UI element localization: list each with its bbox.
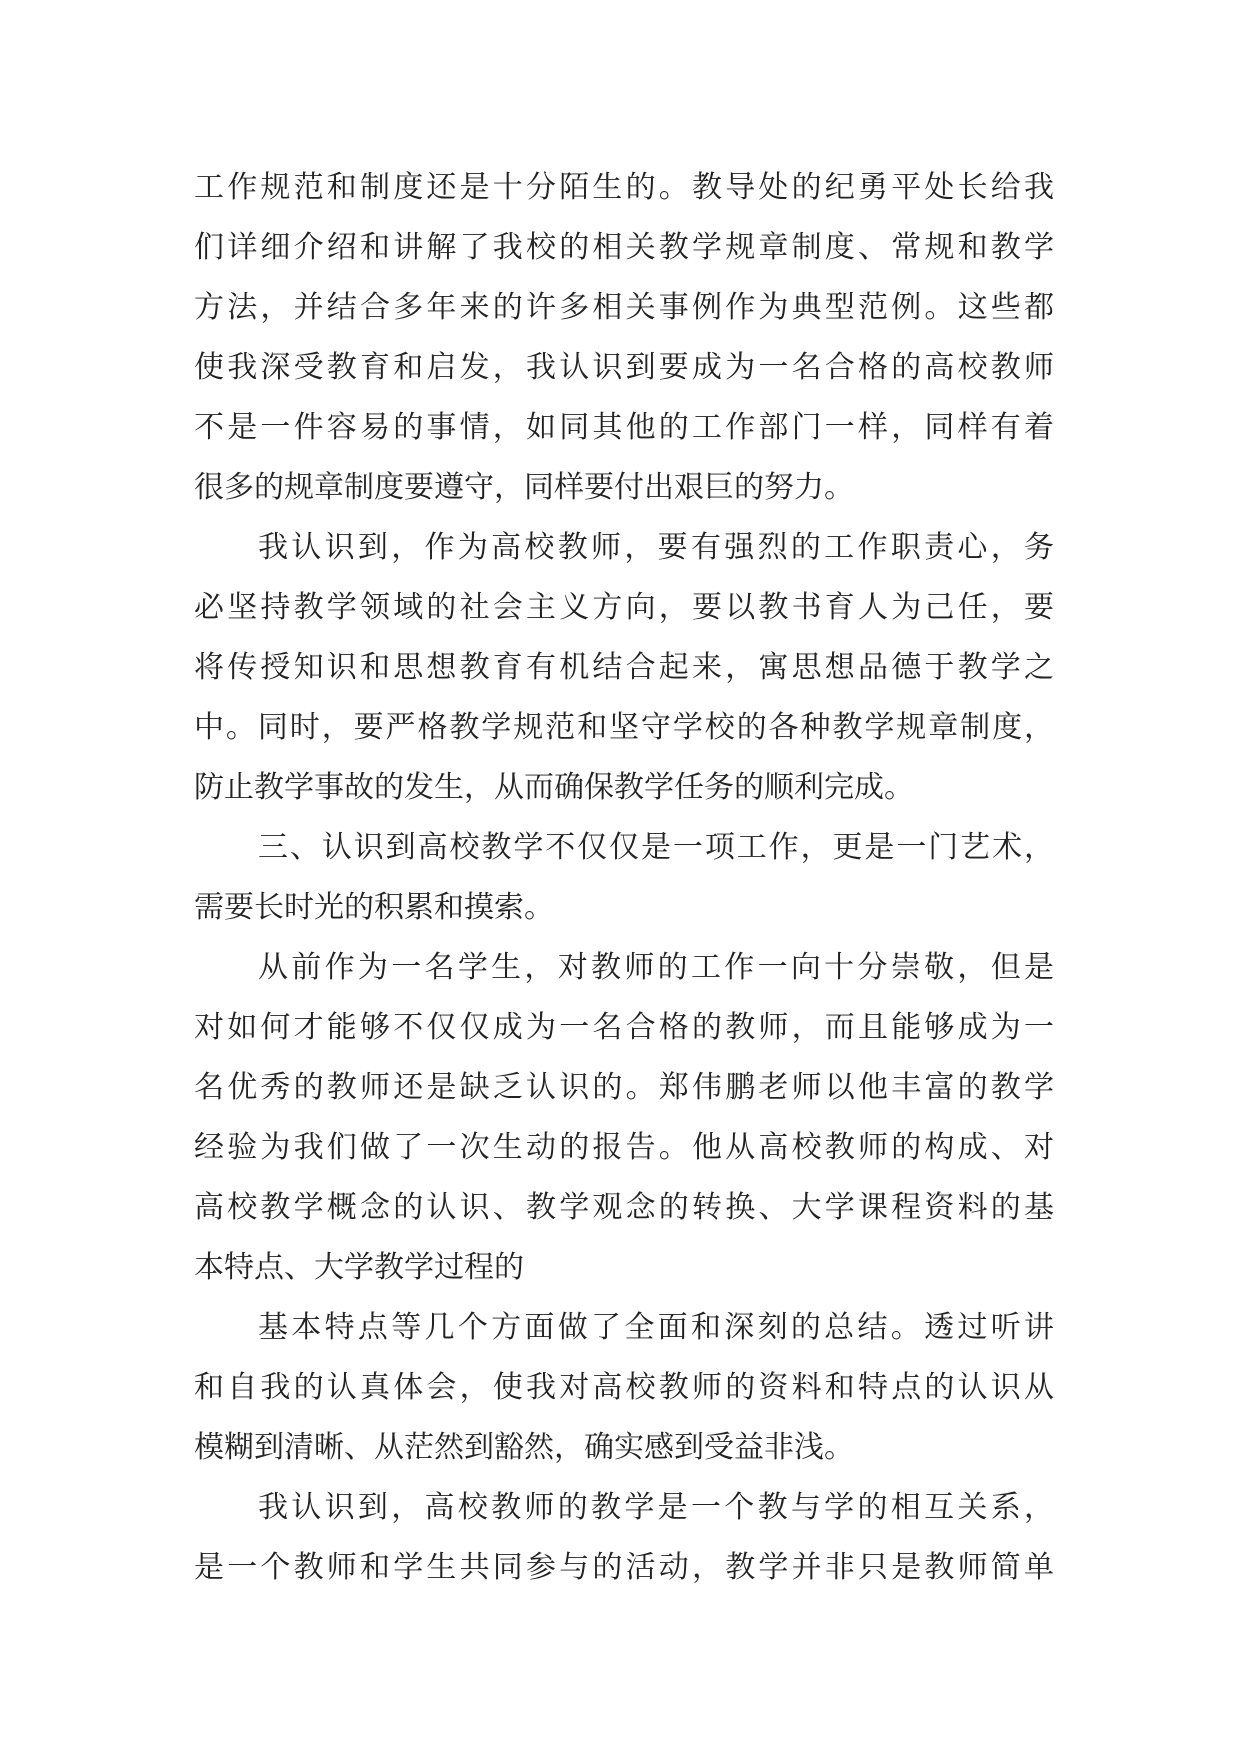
text-line: 我认识到，高校教师的教学是一个教与学的相互关系， <box>258 1490 1054 1525</box>
text-line: 模糊到清晰、从茫然到豁然，确实感到受益非浅。 <box>194 1430 854 1465</box>
text-line: 中。同时，要严格教学规范和坚守学校的各种教学规章制度， <box>194 710 1054 745</box>
text-line: 防止教学事故的发生，从而确保教学任务的顺利完成。 <box>194 770 914 805</box>
text-line: 将传授知识和思想教育有机结合起来，寓思想品德于教学之 <box>194 650 1054 685</box>
body-text <box>194 158 1054 1598</box>
text-line: 是一个教师和学生共同参与的活动，教学并非只是教师简单 <box>194 1550 1054 1585</box>
text-line: 经验为我们做了一次生动的报告。他从高校教师的构成、对 <box>194 1130 1054 1165</box>
text-line: 对如何才能够不仅仅成为一名合格的教师，而且能够成为一 <box>194 1010 1054 1045</box>
text-line: 不是一件容易的事情，如同其他的工作部门一样，同样有着 <box>194 410 1054 445</box>
text-line: 工作规范和制度还是十分陌生的。教导处的纪勇平处长给我 <box>194 170 1054 205</box>
text-line: 和自我的认真体会，使我对高校教师的资料和特点的认识从 <box>194 1370 1054 1405</box>
text-line: 需要长时光的积累和摸索。 <box>194 890 554 925</box>
text-line: 使我深受教育和启发，我认识到要成为一名合格的高校教师 <box>194 350 1054 385</box>
text-line: 基本特点等几个方面做了全面和深刻的总结。透过听讲 <box>258 1310 1054 1345</box>
text-line: 们详细介绍和讲解了我校的相关教学规章制度、常规和教学 <box>194 230 1054 265</box>
text-line: 方法，并结合多年来的许多相关事例作为典型范例。这些都 <box>194 290 1054 325</box>
text-line: 三、认识到高校教学不仅仅是一项工作，更是一门艺术， <box>258 830 1054 865</box>
text-line: 本特点、大学教学过程的 <box>194 1250 524 1285</box>
text-line: 我认识到，作为高校教师，要有强烈的工作职责心，务 <box>258 530 1054 565</box>
text-line: 高校教学概念的认识、教学观念的转换、大学课程资料的基 <box>194 1190 1054 1225</box>
text-line: 名优秀的教师还是缺乏认识的。郑伟鹏老师以他丰富的教学 <box>194 1070 1054 1105</box>
text-line: 很多的规章制度要遵守，同样要付出艰巨的努力。 <box>194 470 854 505</box>
text-line: 必坚持教学领域的社会主义方向，要以教书育人为己任，要 <box>194 590 1054 625</box>
text-line: 从前作为一名学生，对教师的工作一向十分崇敬，但是 <box>258 950 1054 985</box>
